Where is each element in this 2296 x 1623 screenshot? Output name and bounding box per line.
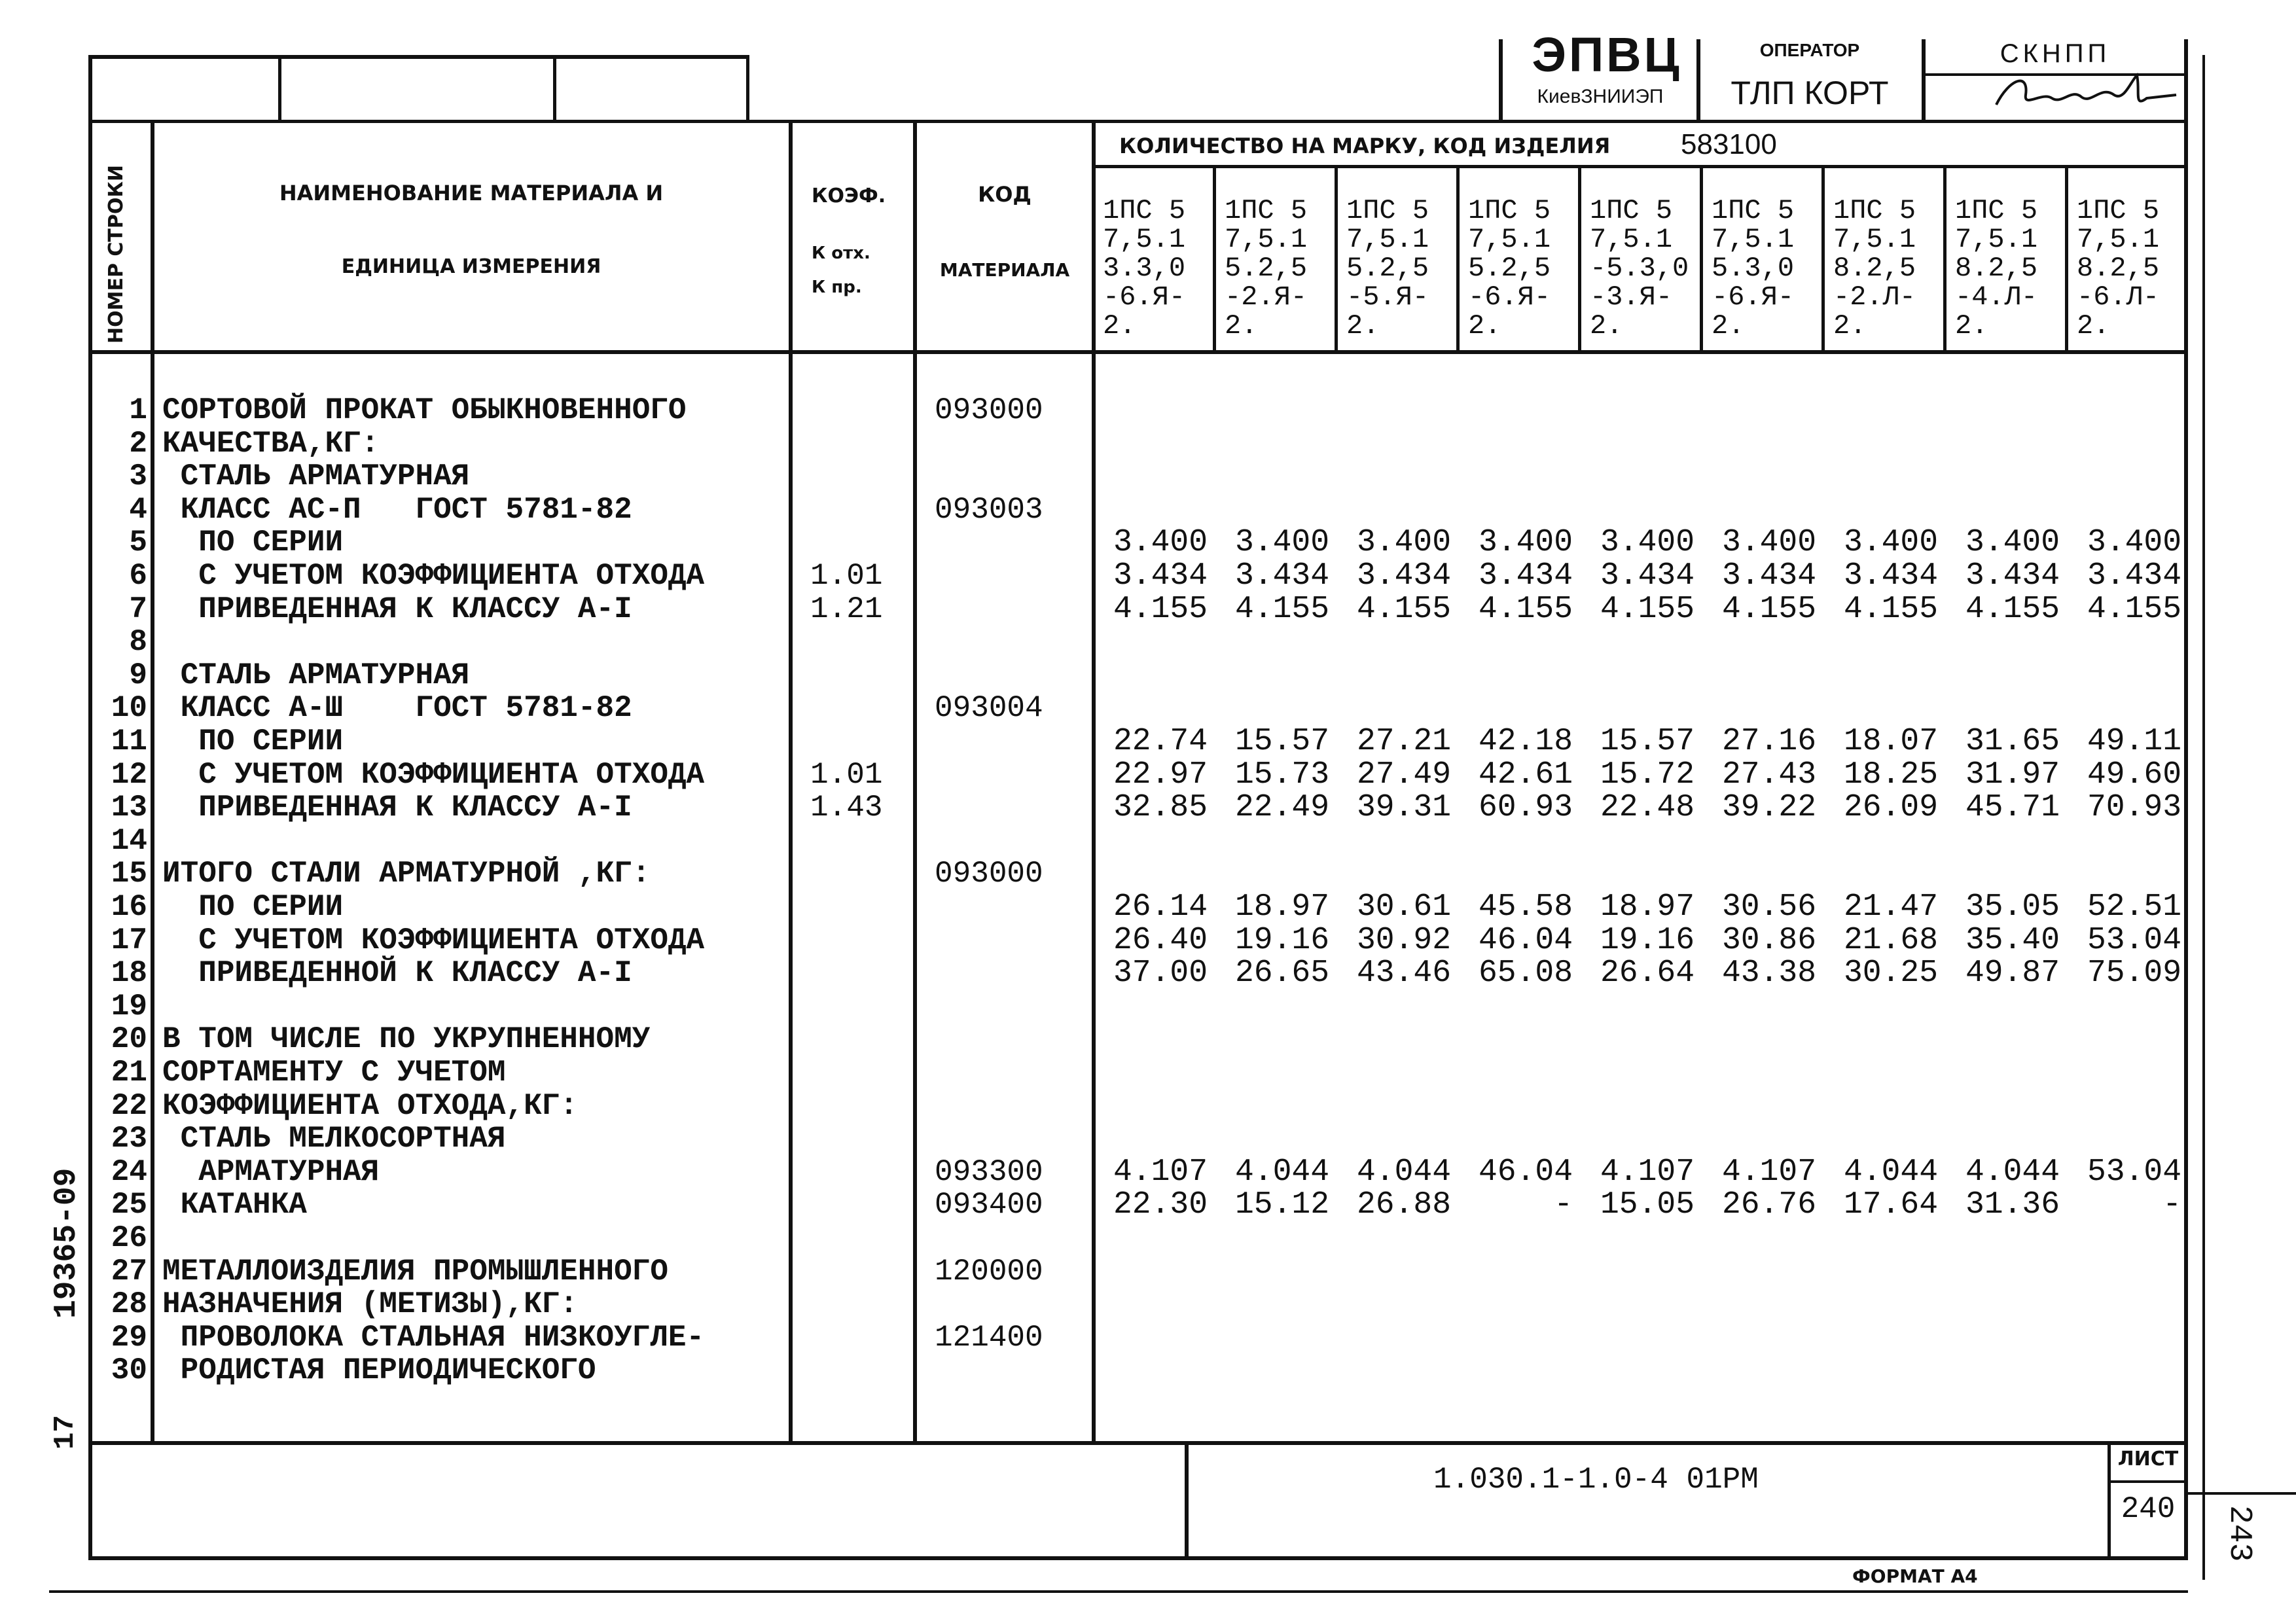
quantity-cell: 26.64 — [1600, 955, 1695, 991]
quantity-cell: 3.434 — [1721, 558, 1816, 594]
quantity-cell: 32.85 — [1113, 790, 1208, 825]
material-code: 120000 — [935, 1255, 1043, 1289]
row-number: 24 — [111, 1155, 147, 1189]
product-column-header-line: 7,5.1 — [1712, 224, 1795, 255]
code-header-line2: МАТЕРИАЛА — [939, 259, 1070, 281]
frame-left — [88, 55, 92, 1560]
row-number: 13 — [111, 791, 147, 825]
header-bottom-line — [88, 120, 2188, 123]
quantity-cell: 35.05 — [1965, 889, 2060, 925]
quantity-cell: 3.400 — [1965, 525, 2060, 560]
product-column-header-line: 1ПС 5 — [2077, 195, 2160, 226]
quantity-cell: 4.155 — [2087, 592, 2181, 627]
quantity-cell: 3.400 — [1113, 525, 1208, 560]
quantity-cell: 21.68 — [1843, 923, 1938, 958]
quantity-cell: 30.61 — [1356, 889, 1451, 925]
product-column-header-line: -5.Я- — [1346, 281, 1429, 313]
quantity-cell: 49.60 — [2087, 757, 2181, 793]
product-column-header-line: 2. — [1468, 310, 1501, 342]
quantity-cell: 65.08 — [1478, 955, 1573, 991]
product-column-header-line: 7,5.1 — [1590, 224, 1673, 255]
quantity-cell: 30.86 — [1721, 923, 1816, 958]
quantity-cell: 42.18 — [1478, 724, 1573, 759]
quantity-cell: 4.155 — [1721, 592, 1816, 627]
product-column-header-line: 2. — [1225, 310, 1258, 342]
material-name: ПО СЕРИИ — [162, 724, 344, 758]
quantity-cell: 4.155 — [1234, 592, 1329, 627]
product-column-header-line: 7,5.1 — [1103, 224, 1186, 255]
row-number: 26 — [111, 1221, 147, 1255]
quantity-cell: - — [1554, 1187, 1573, 1222]
quantity-cell: 22.74 — [1113, 724, 1208, 759]
coefficient: 1.01 — [810, 758, 883, 792]
quantity-cell: 26.09 — [1843, 790, 1938, 825]
product-column-header-line: 2. — [1955, 310, 1988, 342]
product-column-header-line: 8.2,5 — [1833, 253, 1916, 284]
quantity-cell: 4.044 — [1843, 1154, 1938, 1190]
side-stamp-small: 17 — [49, 1415, 82, 1450]
product-column-header-line: 5.2,5 — [1468, 253, 1551, 284]
product-column-header-line: 8.2,5 — [2077, 253, 2160, 284]
row-number: 12 — [111, 758, 147, 792]
quantity-cell: 31.65 — [1965, 724, 2060, 759]
quantity-cell: 21.47 — [1843, 889, 1938, 925]
material-name: ПРИВЕДЕННОЙ К КЛАССУ А-I — [162, 956, 632, 990]
row-number: 25 — [111, 1188, 147, 1222]
row-number: 18 — [111, 956, 147, 990]
product-column-header-line: 8.2,5 — [1955, 253, 2038, 284]
quantity-cell: 52.51 — [2087, 889, 2181, 925]
product-column-header-line: 1ПС 5 — [1103, 195, 1186, 226]
quantity-cell: 17.64 — [1843, 1187, 1938, 1222]
frame-right — [2184, 55, 2188, 1560]
product-column-header — [1346, 195, 1429, 342]
quantity-cell: 27.49 — [1356, 757, 1451, 793]
quantity-cell: 4.044 — [1965, 1154, 2060, 1190]
quantity-cell: 18.97 — [1234, 889, 1329, 925]
quantity-cell: 42.61 — [1478, 757, 1573, 793]
quantity-cell: 15.57 — [1600, 724, 1695, 759]
quantity-cell: 39.31 — [1356, 790, 1451, 825]
quantity-cell: 3.434 — [1356, 558, 1451, 594]
product-column-header-line: 1ПС 5 — [1346, 195, 1429, 226]
material-header-line2: ЕДИНИЦА ИЗМЕРЕНИЯ — [341, 255, 601, 278]
quantity-cell: 46.04 — [1478, 1154, 1573, 1190]
quantity-cell: 3.434 — [1843, 558, 1938, 594]
row-number: 3 — [129, 459, 147, 493]
row-number: 15 — [111, 857, 147, 891]
material-name: КЛАСС АС-П ГОСТ 5781-82 — [162, 493, 632, 527]
quantity-cell: 19.16 — [1234, 923, 1329, 958]
quantity-cell: 4.155 — [1113, 592, 1208, 627]
product-column-header-line: 3.3,0 — [1103, 253, 1186, 284]
material-name: МЕТАЛЛОИЗДЕЛИЯ ПРОМЫШЛЕННОГО — [162, 1255, 668, 1289]
material-name: СОРТАМЕНТУ С УЧЕТОМ — [162, 1056, 506, 1090]
quantity-cell: 60.93 — [1478, 790, 1573, 825]
quantity-cell: 26.76 — [1721, 1187, 1816, 1222]
quantity-cell: 4.107 — [1600, 1154, 1695, 1190]
product-column-header-line: 5.2,5 — [1346, 253, 1429, 284]
quantity-cell: 15.05 — [1600, 1187, 1695, 1222]
quantity-cell: 3.434 — [2087, 558, 2181, 594]
material-name: ИТОГО СТАЛИ АРМАТУРНОЙ ,КГ: — [162, 857, 651, 891]
checker-label: СКНПП — [2000, 39, 2111, 68]
quantity-cell: 3.434 — [1478, 558, 1573, 594]
quantity-cell: 4.107 — [1721, 1154, 1816, 1190]
product-column-header — [1712, 195, 1795, 342]
product-column-header-line: -5.3,0 — [1590, 253, 1689, 284]
colhead-bottom-line — [88, 350, 2188, 354]
product-column-header-line: -3.Я- — [1590, 281, 1673, 313]
coefficient: 1.43 — [810, 791, 883, 825]
material-name: КАТАНКА — [162, 1188, 307, 1222]
coef-header-line2: К отх. — [812, 243, 870, 263]
quantity-cell: 15.57 — [1234, 724, 1329, 759]
product-column-header-line: 7,5.1 — [1468, 224, 1551, 255]
product-column-header-line: 1ПС 5 — [1833, 195, 1916, 226]
quantity-cell: 3.434 — [1234, 558, 1329, 594]
row-number: 14 — [111, 824, 147, 858]
quantity-cell: 19.16 — [1600, 923, 1695, 958]
quantity-cell: 37.00 — [1113, 955, 1208, 991]
quantity-cell: 31.36 — [1965, 1187, 2060, 1222]
quantity-cell: 49.87 — [1965, 955, 2060, 991]
row-number: 30 — [111, 1353, 147, 1387]
row-number: 1 — [129, 393, 147, 427]
product-column-header-line: 2. — [2077, 310, 2110, 342]
quantity-cell: 3.400 — [1843, 525, 1938, 560]
material-code: 093000 — [935, 393, 1043, 427]
coefficient: 1.01 — [810, 559, 883, 593]
row-number: 19 — [111, 990, 147, 1024]
quantity-cell: 30.92 — [1356, 923, 1451, 958]
product-column-header — [2077, 195, 2160, 342]
coef-header-line3: К пр. — [812, 277, 862, 297]
material-header-line1: НАИМЕНОВАНИЕ МАТЕРИАЛА И — [279, 181, 664, 205]
material-name: ПО СЕРИИ — [162, 890, 344, 924]
quantity-cell: 15.12 — [1234, 1187, 1329, 1222]
product-column-header-line: 7,5.1 — [1225, 224, 1308, 255]
material-name: СТАЛЬ АРМАТУРНАЯ — [162, 658, 470, 692]
row-number: 29 — [111, 1321, 147, 1355]
quantity-cell: 43.46 — [1356, 955, 1451, 991]
quantity-cell: 3.400 — [1721, 525, 1816, 560]
org-name: КиевЗНИИЭП — [1537, 86, 1664, 107]
product-column-header-line: 1ПС 5 — [1225, 195, 1308, 226]
signature-icon — [1990, 65, 2179, 118]
material-code: 093300 — [935, 1155, 1043, 1189]
quantity-cell: 4.155 — [1478, 592, 1573, 627]
body-bottom-line — [88, 1441, 2188, 1445]
material-name: С УЧЕТОМ КОЭФФИЦИЕНТА ОТХОДА — [162, 923, 705, 957]
row-number: 11 — [111, 724, 147, 758]
material-name: НАЗНАЧЕНИЯ (МЕТИЗЫ),КГ: — [162, 1287, 578, 1321]
coef-header-line1: КОЭФ. — [812, 185, 886, 207]
quantity-cell: 18.97 — [1600, 889, 1695, 925]
quantity-cell: 53.04 — [2087, 923, 2181, 958]
material-name: ПРИВЕДЕННАЯ К КЛАССУ А-I — [162, 791, 632, 825]
quantity-cell: 3.400 — [2087, 525, 2181, 560]
product-column-header — [1955, 195, 2038, 342]
row-number: 6 — [129, 559, 147, 593]
quantity-cell: 35.40 — [1965, 923, 2060, 958]
product-column-header-line: 1ПС 5 — [1590, 195, 1673, 226]
code-header-line1: КОД — [978, 182, 1031, 207]
product-column-header-line: -6.Л- — [2077, 281, 2160, 313]
page-bottom-line — [49, 1590, 2188, 1593]
quantity-cell: 30.25 — [1843, 955, 1938, 991]
row-number: 2 — [129, 427, 147, 461]
row-number: 8 — [129, 625, 147, 659]
quantity-cell: 3.400 — [1356, 525, 1451, 560]
quantity-cell: 22.97 — [1113, 757, 1208, 793]
row-number-header: НОМЕР СТРОКИ — [105, 165, 128, 344]
material-name: С УЧЕТОМ КОЭФФИЦИЕНТА ОТХОДА — [162, 758, 705, 792]
sheet-number: 240 — [2121, 1492, 2176, 1526]
quantity-cell: 4.044 — [1356, 1154, 1451, 1190]
quantity-cell: 4.107 — [1113, 1154, 1208, 1190]
product-column-header — [1833, 195, 1916, 342]
quantity-cell: 27.43 — [1721, 757, 1816, 793]
product-column-header-line: 1ПС 5 — [1712, 195, 1795, 226]
product-column-header-line: 2. — [1346, 310, 1380, 342]
product-column-header-line: 2. — [1833, 310, 1867, 342]
quantity-cell: 27.21 — [1356, 724, 1451, 759]
quantity-cell: 4.044 — [1234, 1154, 1329, 1190]
material-name: РОДИСТАЯ ПЕРИОДИЧЕСКОГО — [162, 1353, 596, 1387]
product-column-header-line: -2.Я- — [1225, 281, 1308, 313]
quantity-header: КОЛИЧЕСТВО НА МАРКУ, КОД ИЗДЕЛИЯ — [1119, 134, 1611, 158]
material-code: 121400 — [935, 1321, 1043, 1355]
material-code: 093003 — [935, 493, 1043, 527]
row-number: 9 — [129, 658, 147, 692]
quantity-cell: 75.09 — [2087, 955, 2181, 991]
row-number: 10 — [111, 691, 147, 725]
row-number: 20 — [111, 1022, 147, 1056]
quantity-cell: 26.40 — [1113, 923, 1208, 958]
quantity-cell: 39.22 — [1721, 790, 1816, 825]
row-number: 5 — [129, 526, 147, 560]
product-column-header — [1225, 195, 1308, 342]
row-number: 28 — [111, 1287, 147, 1321]
row-number: 27 — [111, 1255, 147, 1289]
row-number: 4 — [129, 493, 147, 527]
product-column-header-line: -2.Л- — [1833, 281, 1916, 313]
product-column-header-line: 1ПС 5 — [1468, 195, 1551, 226]
side-stamp: 19365-09 — [49, 1168, 84, 1319]
material-code: 093000 — [935, 857, 1043, 891]
row-number: 23 — [111, 1122, 147, 1156]
quantity-cell: 30.56 — [1721, 889, 1816, 925]
quantity-cell: 27.16 — [1721, 724, 1816, 759]
quantity-cell: 70.93 — [2087, 790, 2181, 825]
product-column-header-line: 2. — [1103, 310, 1136, 342]
quantity-cell: 22.48 — [1600, 790, 1695, 825]
footer-bottom-line — [88, 1556, 2188, 1560]
product-column-header-line: 5.3,0 — [1712, 253, 1795, 284]
quantity-cell: 31.97 — [1965, 757, 2060, 793]
material-name: ПРИВЕДЕННАЯ К КЛАССУ А-I — [162, 592, 632, 626]
operator-value: ТЛП КОРТ — [1731, 75, 1889, 111]
row-number: 7 — [129, 592, 147, 626]
material-name: СТАЛЬ МЕЛКОСОРТНАЯ — [162, 1122, 506, 1156]
quantity-cell: 3.434 — [1965, 558, 2060, 594]
quantity-cell: 46.04 — [1478, 923, 1573, 958]
material-name: КЛАСС А-Ш ГОСТ 5781-82 — [162, 691, 632, 725]
quantity-cell: 3.400 — [1600, 525, 1695, 560]
quantity-cell: 45.71 — [1965, 790, 2060, 825]
product-column-header — [1468, 195, 1551, 342]
org-code: ЭПВЦ — [1532, 27, 1682, 82]
product-column-header-line: 7,5.1 — [2077, 224, 2160, 255]
product-code: 583100 — [1681, 128, 1777, 160]
quantity-cell: 18.07 — [1843, 724, 1938, 759]
product-column-header-line: 2. — [1712, 310, 1745, 342]
material-name: АРМАТУРНАЯ — [162, 1155, 380, 1189]
product-column-header-line: -6.Я- — [1103, 281, 1186, 313]
quantity-cell: 43.38 — [1721, 955, 1816, 991]
product-column-header-line: 7,5.1 — [1955, 224, 2038, 255]
quantity-cell: - — [2162, 1187, 2181, 1222]
quantity-cell: 22.30 — [1113, 1187, 1208, 1222]
material-name: СОРТОВОЙ ПРОКАТ ОБЫКНОВЕННОГО — [162, 393, 687, 427]
quantity-cell: 3.400 — [1234, 525, 1329, 560]
material-name: КОЭФФИЦИЕНТА ОТХОДА,КГ: — [162, 1089, 578, 1123]
product-column-header-line: 7,5.1 — [1833, 224, 1916, 255]
quantity-cell: 3.434 — [1113, 558, 1208, 594]
product-column-header-line: -6.Я- — [1468, 281, 1551, 313]
quantity-cell: 53.04 — [2087, 1154, 2181, 1190]
material-name: ПО СЕРИИ — [162, 526, 344, 560]
material-name: ПРОВОЛОКА СТАЛЬНАЯ НИЗКОУГЛЕ- — [162, 1321, 705, 1355]
quantity-cell: 4.155 — [1600, 592, 1695, 627]
product-column-header-line: 5.2,5 — [1225, 253, 1308, 284]
material-name: В ТОМ ЧИСЛЕ ПО УКРУПНЕННОМУ — [162, 1022, 651, 1056]
product-column-header-line: 1ПС 5 — [1955, 195, 2038, 226]
operator-label: ОПЕРАТОР — [1759, 40, 1860, 60]
material-name: КАЧЕСТВА,КГ: — [162, 427, 380, 461]
row-number: 21 — [111, 1056, 147, 1090]
quantity-cell: 3.434 — [1600, 558, 1695, 594]
coefficient: 1.21 — [810, 592, 883, 626]
quantity-cell: 15.73 — [1234, 757, 1329, 793]
product-column-header-line: 2. — [1590, 310, 1623, 342]
material-code: 093004 — [935, 691, 1043, 725]
product-column-header — [1103, 195, 1186, 342]
quantity-cell: 15.72 — [1600, 757, 1695, 793]
document-code: 1.030.1-1.0-4 01PM — [1433, 1463, 1759, 1497]
product-column-header — [1590, 195, 1689, 342]
quantity-cell: 22.49 — [1234, 790, 1329, 825]
product-column-header-line: -6.Я- — [1712, 281, 1795, 313]
material-name: СТАЛЬ АРМАТУРНАЯ — [162, 459, 470, 493]
row-number: 16 — [111, 890, 147, 924]
frame-top — [88, 55, 749, 59]
quantity-cell: 4.155 — [1356, 592, 1451, 627]
row-number: 17 — [111, 923, 147, 957]
page-number: 243 — [2221, 1505, 2257, 1562]
quantity-cell: 4.155 — [1843, 592, 1938, 627]
product-column-header-line: -4.Л- — [1955, 281, 2038, 313]
product-column-header-line: 7,5.1 — [1346, 224, 1429, 255]
quantity-cell: 4.155 — [1965, 592, 2060, 627]
row-number: 22 — [111, 1089, 147, 1123]
quantity-cell: 45.58 — [1478, 889, 1573, 925]
quantity-cell: 26.88 — [1356, 1187, 1451, 1222]
sheet-label: ЛИСТ — [2117, 1448, 2179, 1471]
quantity-cell: 49.11 — [2087, 724, 2181, 759]
material-name: С УЧЕТОМ КОЭФФИЦИЕНТА ОТХОДА — [162, 559, 705, 593]
material-code: 093400 — [935, 1188, 1043, 1222]
format-label: ФОРМАТ А4 — [1852, 1565, 1978, 1587]
quantity-cell: 26.14 — [1113, 889, 1208, 925]
quantity-cell: 3.400 — [1478, 525, 1573, 560]
quantity-cell: 26.65 — [1234, 955, 1329, 991]
quantity-cell: 18.25 — [1843, 757, 1938, 793]
